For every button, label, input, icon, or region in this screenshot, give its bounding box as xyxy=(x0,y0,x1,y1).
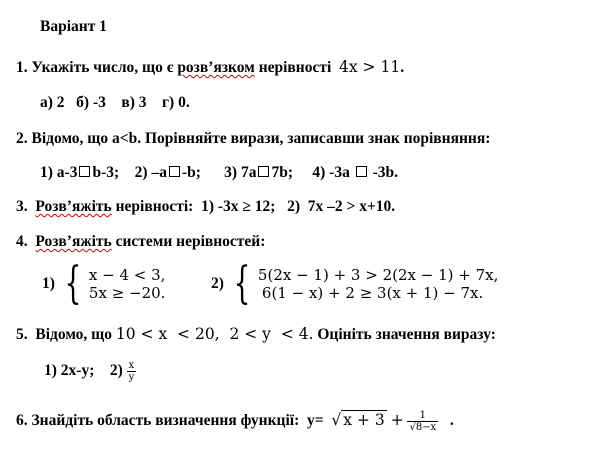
q2-text: Відомо, що a<b. Порівняйте вирази, записавши знак порівняння: xyxy=(31,130,491,147)
q2-item-3: 3) 7a 7b; xyxy=(224,164,293,181)
q3-text: нерівності: xyxy=(115,198,194,215)
sys1-row-1: x − 4 < 3, xyxy=(88,266,166,284)
sys1-label: 1) xyxy=(42,275,55,292)
question-1 xyxy=(16,57,404,78)
q5-items xyxy=(44,360,136,383)
q2-item-1: 1) a-3 b-3; xyxy=(40,164,120,181)
q1-text-underlined: розв’язком xyxy=(177,59,255,76)
q1-period: . xyxy=(400,59,405,76)
blank-square-icon xyxy=(169,166,180,177)
blank-square-icon xyxy=(356,166,367,177)
q5-item-2: 2) xyxy=(109,362,123,380)
q1-text: Укажіть число, що є xyxy=(31,59,174,76)
q5-text-end: Оцініть значення виразу: xyxy=(317,326,496,343)
radical-icon: √ xyxy=(331,411,342,430)
q6-period: . xyxy=(449,412,454,430)
q3-items: 1) -3x ≥ 12; 2) 7x –2 > x+10. xyxy=(201,198,396,215)
blank-square-icon xyxy=(79,166,90,177)
q6-y: y= xyxy=(307,412,324,430)
q5-item-1: 1) 2x-y; xyxy=(44,362,95,380)
q2-item-4: 4) -3a -3b. xyxy=(312,164,398,181)
question-2 xyxy=(16,129,490,149)
q6-plus: + xyxy=(390,411,404,430)
q1-options: а) 2 б) -3 в) 3 г) 0. xyxy=(40,94,190,111)
brace-icon: { xyxy=(233,258,251,309)
q5-text: Відомо, що xyxy=(35,326,113,343)
question-5 xyxy=(16,324,496,345)
q4-text-underlined: Розв’яжіть xyxy=(35,233,112,250)
q1-number: 1. xyxy=(16,59,28,76)
page-title: Варіант 1 xyxy=(40,18,107,35)
q2-number: 2. xyxy=(16,130,28,147)
q1-inequality: 4x > 11 xyxy=(339,58,401,76)
q4-number: 4. xyxy=(16,233,28,250)
question-6 xyxy=(16,410,454,433)
q2-item-2: 2) –a -b; xyxy=(134,164,201,181)
sqrt-expression: √ x + 3 xyxy=(331,411,385,430)
q2-items xyxy=(40,163,398,183)
q6-number: 6. xyxy=(16,412,28,430)
question-3 xyxy=(16,197,395,217)
system-2 xyxy=(211,258,499,309)
q3-text-underlined: Розв’яжіть xyxy=(35,198,112,215)
sys2-row-1: 5(2x − 1) + 3 > 2(2x − 1) + 7x, xyxy=(257,266,499,284)
sys1-row-2: 5x ≥ −20. xyxy=(88,284,166,302)
q5-number: 5. xyxy=(16,326,28,343)
q3-number: 3. xyxy=(16,198,28,215)
fraction-x-over-y: $\frac{x}{y}$ xyxy=(128,360,135,383)
brace-icon: { xyxy=(64,258,82,309)
q1-text-end: нерівності xyxy=(258,59,332,76)
blank-square-icon xyxy=(258,166,269,177)
radical-icon: √ xyxy=(409,422,416,433)
q6-text: Знайдіть область визначення функції: xyxy=(31,412,300,430)
q5-condition: 10 < x < 20, 2 < y < 4. xyxy=(115,325,314,343)
question-4 xyxy=(16,232,265,252)
sys2-row-2: 6(1 − x) + 2 ≥ 3(x + 1) − 7x. xyxy=(261,284,484,302)
sys2-label: 2) xyxy=(211,275,224,292)
q4-text: системи нерівностей: xyxy=(115,233,266,250)
fraction-one-over-sqrt: $\frac{1}{√8-x}$ xyxy=(409,410,437,433)
system-1 xyxy=(42,258,166,309)
